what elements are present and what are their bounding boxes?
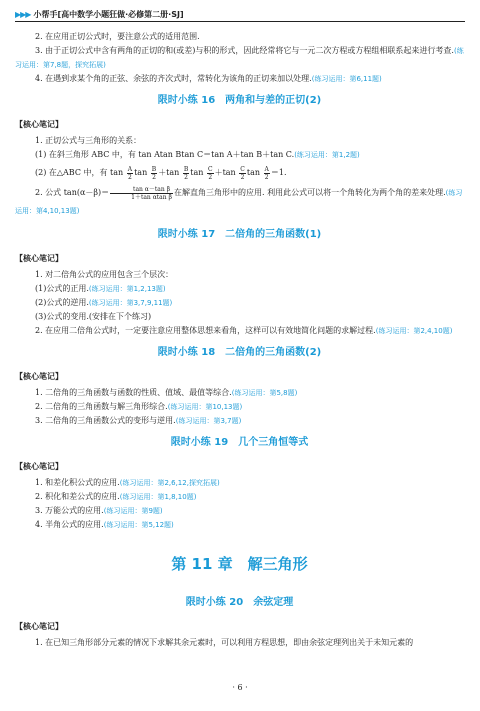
exercise-ref: (练习运用：第3,7题) [175, 417, 242, 425]
fraction-c-over-2: $\frac{C}{2}$ [240, 165, 245, 181]
exercise-ref: (练习运用：第10,13题) [167, 403, 243, 411]
core-notes-heading: 【核心笔记】 [15, 462, 63, 471]
core-notes-heading: 【核心笔记】 [15, 254, 63, 263]
s17-point-2: 2. 在应用二倍角公式时，一定要注意应用整体思想来看角，这样可以有效地简化问题的求解过程.(练习运用：第2,4,10题) [35, 326, 453, 335]
running-header [15, 7, 465, 21]
s18-point-3: 3. 二倍角的三角函数公式的变形与逆用.(练习运用：第3,7题) [35, 416, 242, 425]
header-divider [15, 21, 465, 22]
intro-point-2: 2. 在应用正切公式时，要注意公式的适用范围. [35, 32, 200, 41]
s19-point-4: 4. 半角公式的应用.(练习运用：第5,12题) [35, 520, 174, 529]
s16-point-1b: (2) 在△ABC 中，有 tan $\frac{A}{2}$ tan $\frac{B}{2}$ ＋tan $\frac{B}{2}$ tan $\frac{C}{2}$ ＋tan $\frac{C}{2}$ tan $\frac{A}{2}$ ＝1. [35, 165, 287, 181]
section-16-title: 限时小练 16 两角和与差的正切(2) [157, 95, 322, 106]
section-17-title: 限时小练 17 二倍角的三角函数(1) [157, 229, 322, 240]
book-title: 小帮手[高中数学小题狂做·必修第二册·SJ] [33, 9, 184, 19]
exercise-ref: (练习运用：第3,7,9,11题) [88, 299, 173, 307]
page-content [15, 30, 464, 650]
exercise-ref: (练习运用：第4,10,13题) [15, 189, 463, 215]
exercise-ref: (练习运用：第1,2,13题) [88, 285, 166, 293]
exercise-ref: (练习运用：第7,8题，探究拓展) [15, 47, 464, 69]
fraction-b-over-2: $\frac{B}{2}$ [151, 165, 157, 181]
s19-point-1: 1. 和差化积公式的应用.(练习运用：第2,6,12,探究拓展) [35, 478, 220, 487]
fraction-b-over-2: $\frac{B}{2}$ [183, 165, 189, 181]
s16-point-1a: (1) 在斜三角形 ABC 中，有 tan Atan Btan C＝tan A＋tan B＋tan C.(练习运用：第1,2题) [35, 150, 360, 159]
s17-point-1: 1. 对二倍角公式的应用包含三个层次： [35, 270, 174, 279]
intro-point-4: 4. 在遇到求某个角的正弦、余弦的齐次式时，常转化为该角的正切来加以处理.(练习运用：第6,11题) [35, 74, 382, 83]
exercise-ref: (练习运用：第2,4,10题) [375, 327, 453, 335]
fraction-a-over-2: $\frac{A}{2}$ [264, 165, 269, 181]
tangent-difference-fraction: $\frac{\text{tan α－tan β}}{\text{1＋tan αtan β}}$ [110, 186, 173, 201]
s18-point-1: 1. 二倍角的三角函数与函数的性质、值域、最值等综合.(练习运用：第5,8题) [35, 388, 298, 397]
exercise-ref: (练习运用：第1,2题) [294, 151, 360, 159]
intro-point-3: 3. 由于正切公式中含有两角的正切的和(或差)与积的形式，因此经常将它与一元二次方程或方程组相联系起来进行考查.(练习运用：第7,8题，探究拓展) [15, 46, 464, 69]
core-notes-heading: 【核心笔记】 [15, 120, 63, 129]
s17-point-1b: (2)公式的逆用.(练习运用：第3,7,9,11题) [35, 298, 173, 307]
arrow-icon: ▶▶▶ [15, 9, 31, 19]
s17-point-1c: (3)公式的变用.(安排在下个练习) [35, 312, 152, 321]
s18-point-2: 2. 二倍角的三角函数与解三角形综合.(练习运用：第10,13题) [35, 402, 243, 411]
exercise-ref: (练习运用：第6,11题) [311, 75, 382, 83]
fraction-c-over-2: $\frac{C}{2}$ [207, 165, 213, 181]
page-number: · 6 · [232, 683, 248, 692]
fraction-a-over-2: $\frac{A}{2}$ [127, 165, 133, 181]
exercise-ref: (练习运用：第9题) [103, 507, 163, 515]
section-20-title: 限时小练 20 余弦定理 [185, 597, 294, 608]
core-notes-heading: 【核心笔记】 [15, 622, 63, 631]
section-19-title: 限时小练 19 几个三角恒等式 [170, 437, 309, 448]
core-notes-heading: 【核心笔记】 [15, 372, 63, 381]
exercise-ref: (练习运用：第1,8,10题) [119, 493, 197, 501]
exercise-ref: (练习运用：第5,8题) [231, 389, 298, 397]
s19-point-3: 3. 万能公式的应用.(练习运用：第9题) [35, 506, 163, 515]
section-18-title: 限时小练 18 二倍角的三角函数(2) [157, 347, 322, 358]
exercise-ref: (练习运用：第2,6,12,探究拓展) [119, 479, 220, 487]
exercise-ref: (练习运用：第5,12题) [103, 521, 174, 529]
s16-point-1: 1. 正切公式与三角形的关系： [35, 136, 142, 145]
s16-point-2: 2. 公式 tan(α－β)＝ $\frac{\text{tan α－tan β}}{\text{1＋tan αtan β}}$ 在解直角三角形中的应用. 利用此公式可以将一个角转化为两个角的差来处理.(练习运用：第4,10,13题) [15, 185, 463, 215]
chapter-title: 第 11 章 解三角形 [171, 555, 308, 573]
s17-point-1a: (1)公式的正用.(练习运用：第1,2,13题) [35, 284, 166, 293]
s20-point-1: 1. 在已知三角形部分元素的情况下求解其余元素时，可以利用方程思想，即由余弦定理列出关于未知元素的 [35, 638, 414, 647]
s19-point-2: 2. 积化和差公式的应用.(练习运用：第1,8,10题) [35, 492, 197, 501]
